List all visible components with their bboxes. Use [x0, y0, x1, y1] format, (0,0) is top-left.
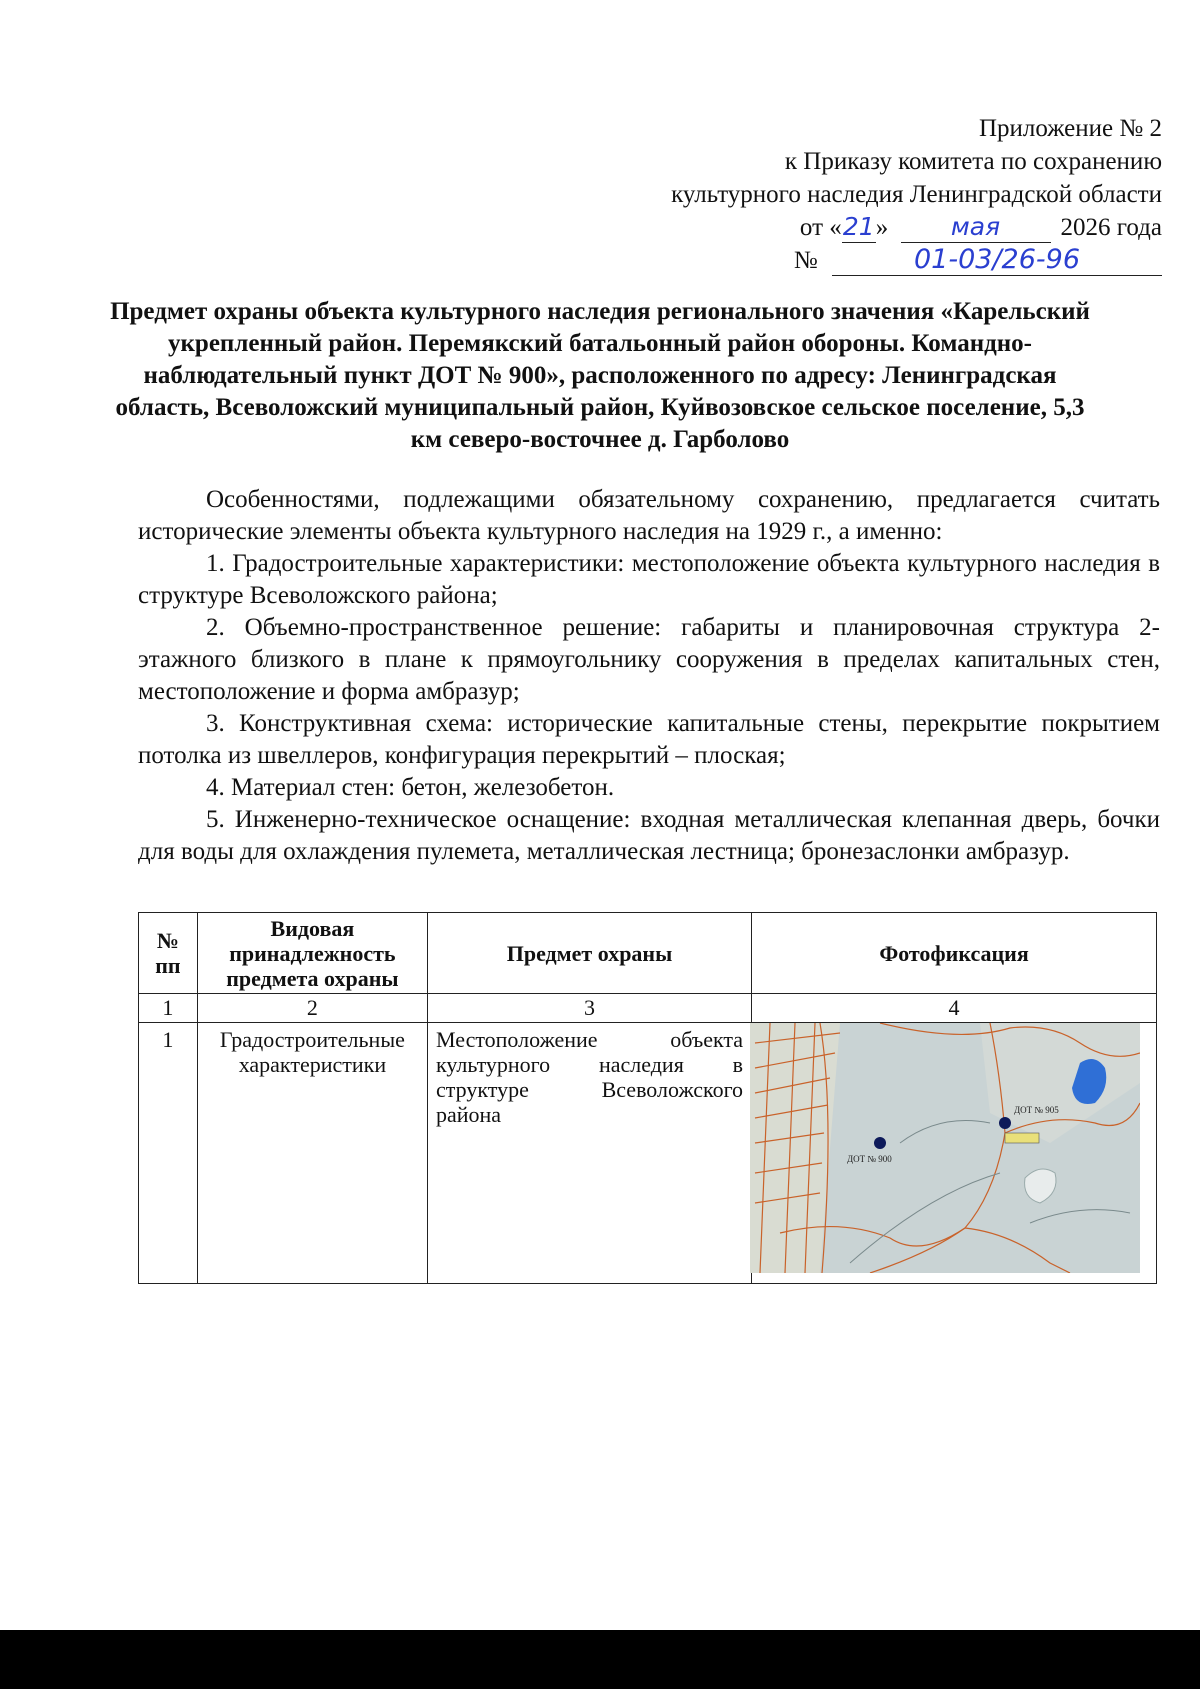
- column-number: 4: [752, 994, 1157, 1023]
- row-number: 1: [139, 1023, 198, 1284]
- document-body: [138, 484, 1160, 868]
- dot-905-label: ДОТ № 905: [1014, 1105, 1059, 1115]
- header-photo: Фотофиксация: [752, 913, 1157, 994]
- dot-900-marker-icon: [874, 1137, 886, 1149]
- row-subject: Местоположение объекта культурного наследия в структуре Всеволожского района: [427, 1023, 751, 1284]
- column-number: 2: [197, 994, 427, 1023]
- dot-905-marker-icon: [999, 1117, 1011, 1129]
- number-prefix: №: [793, 247, 818, 274]
- appendix-line-3: культурного наследия Ленинградской области: [671, 181, 1162, 208]
- appendix-line-2: к Приказу комитета по сохранению: [784, 148, 1162, 175]
- list-item: 1. Градостроительные характеристики: местоположение объекта культурного наследия в структуре Всеволожского района;: [138, 550, 1160, 609]
- protection-subject-table: [138, 912, 1157, 1284]
- header-number: № пп: [139, 913, 198, 994]
- column-number: 3: [427, 994, 751, 1023]
- column-number: 1: [139, 994, 198, 1023]
- date-mid: »: [875, 214, 889, 241]
- list-item: 4. Материал стен: бетон, железобетон.: [206, 774, 615, 801]
- table-header-row: [139, 913, 1157, 994]
- table-column-numbers-row: [139, 994, 1157, 1023]
- table-row: [139, 1023, 1157, 1284]
- date-year: 2026 года: [1060, 214, 1162, 241]
- row-photo-cell: [752, 1023, 1157, 1284]
- list-item: 3. Конструктивная схема: исторические капитальные стены, перекрытие покрытием потолка из швеллеров, конфигурация перекрытий – плоская;: [138, 710, 1160, 769]
- intro-paragraph: Особенностями, подлежащими обязательному сохранению, предлагается считать исторические элементы объекта культурного наследия на 1929 г., а именно:: [138, 486, 1160, 545]
- appendix-header: [542, 112, 1162, 277]
- map-road-label: [1005, 1133, 1039, 1143]
- date-prefix: от «: [799, 214, 842, 241]
- date-day-handwritten: 21: [842, 212, 875, 241]
- location-map-image: [750, 1023, 1140, 1273]
- list-item: 5. Инженерно-техническое оснащение: входная металлическая клепанная дверь, бочки для воды для охлаждения пулемета, металлическая лестница; бронезаслонки амбразур.: [138, 806, 1160, 865]
- order-date-line: [542, 211, 1162, 244]
- scan-bottom-border: [0, 1630, 1200, 1689]
- dot-900-label: ДОТ № 900: [847, 1154, 892, 1164]
- order-number-handwritten: 01-03/26-96: [832, 245, 1162, 276]
- date-month-handwritten: мая: [901, 212, 1051, 243]
- list-item: 2. Объемно-пространственное решение: габариты и планировочная структура 2-этажного близкого в плане к прямоугольнику сооружения в пределах капитальных стен, местоположение и форма амбразур;: [138, 614, 1160, 705]
- header-category: Видовая принадлежность предмета охраны: [197, 913, 427, 994]
- row-category: Градостроительные характеристики: [197, 1023, 427, 1284]
- header-subject: Предмет охраны: [427, 913, 751, 994]
- document-title: Предмет охраны объекта культурного наследия регионального значения «Карельский укрепленный район. Перемякский батальонный район обороны. Командно-наблюдательный пункт ДОТ № 900», расположенного по адресу: Ленинградская область, Всеволожский муниципальный район, Куйвозовское сельское поселение, 5,3 км северо-восточнее д. Гарболово: [110, 298, 1090, 453]
- appendix-line-1: Приложение № 2: [978, 115, 1162, 142]
- order-number-line: [542, 244, 1162, 277]
